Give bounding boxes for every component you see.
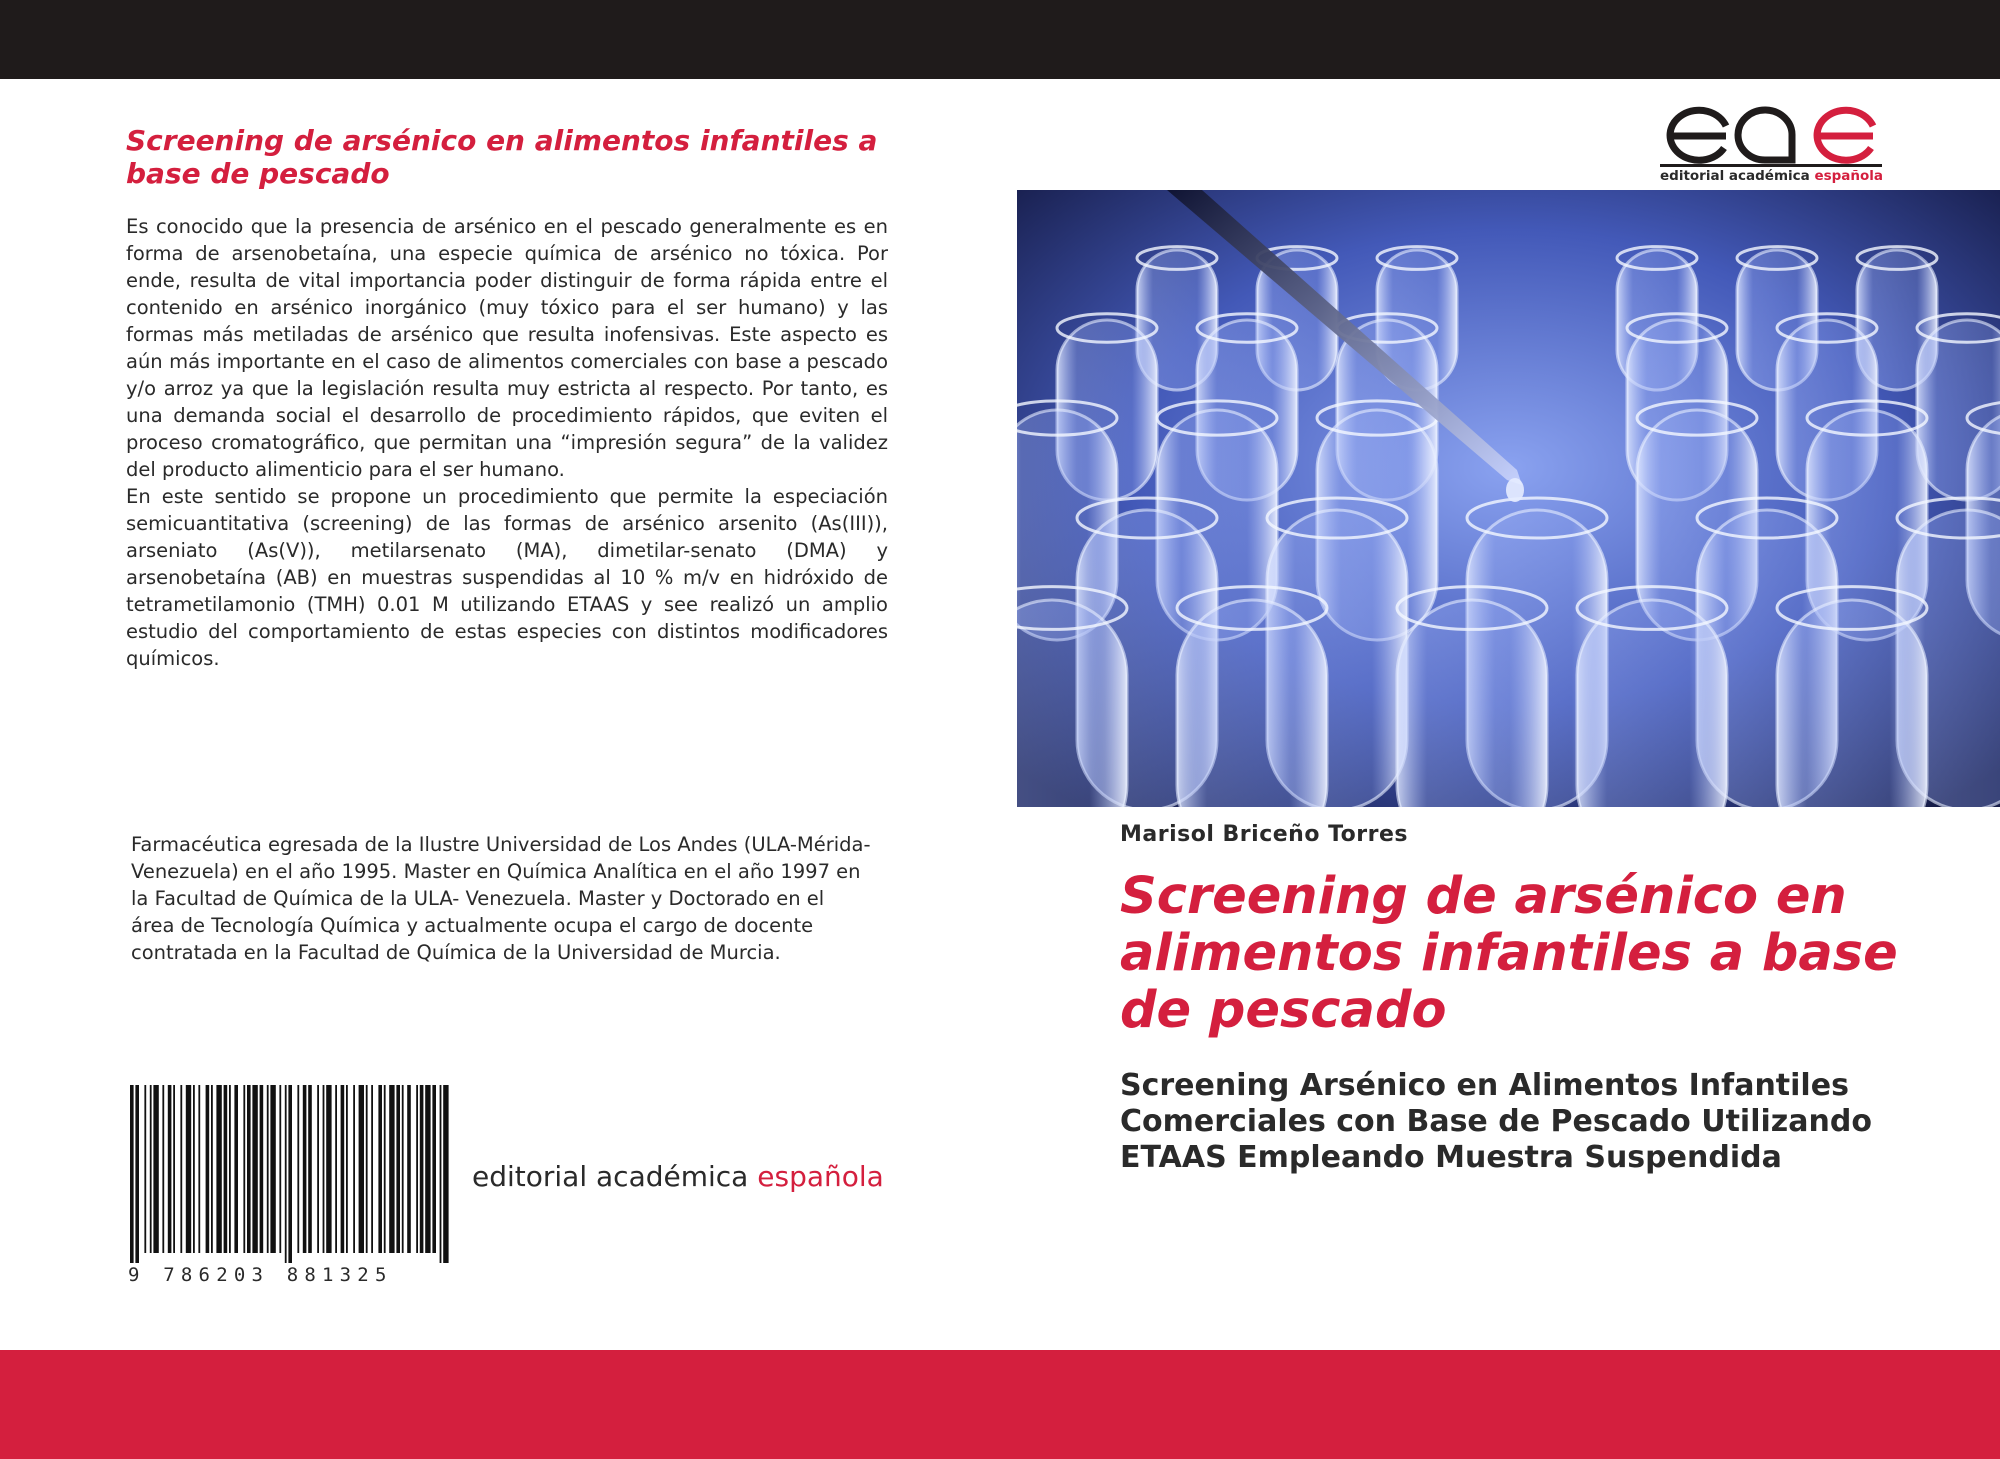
barcode-bar — [303, 1085, 307, 1253]
barcode-bar — [173, 1085, 175, 1253]
barcode-bar — [260, 1085, 264, 1253]
back-cover-title: Screening de arsénico en alimentos infantiles a base de pescado — [126, 124, 878, 190]
barcode-bar — [206, 1085, 210, 1253]
barcode-bar — [407, 1085, 411, 1253]
barcode-bar — [135, 1085, 139, 1263]
cover-photo-test-tubes — [1017, 190, 2000, 807]
barcode-bar — [402, 1085, 404, 1253]
barcode-bar — [193, 1085, 195, 1253]
barcode-bar — [389, 1085, 394, 1253]
barcode-bar — [267, 1085, 269, 1253]
barcode — [126, 1085, 456, 1285]
barcode-bar — [425, 1085, 430, 1253]
test-tube-icon — [1177, 600, 1327, 807]
barcode-bar — [443, 1085, 448, 1263]
barcode-bar — [371, 1085, 373, 1253]
logo-wordmark — [1660, 168, 1882, 184]
barcode-bar — [317, 1085, 319, 1253]
barcode-bar — [420, 1085, 424, 1253]
back-publisher-name — [472, 1160, 884, 1193]
logo-wordmark-accent: española — [1814, 168, 1884, 184]
front-cover-subtitle: Screening Arsénico en Alimentos Infantiles Comerciales con Base de Pescado Utilizando ETAAS Empleando Muestra Suspendida — [1120, 1068, 1872, 1175]
barcode-bars — [130, 1085, 449, 1263]
barcode-bar — [353, 1085, 355, 1253]
barcode-bar — [341, 1085, 345, 1253]
barcode-bar — [270, 1085, 275, 1253]
barcode-bar — [378, 1085, 382, 1253]
logo-wordmark-text: editorial académica — [1660, 168, 1810, 184]
test-tube-icon — [1397, 600, 1547, 807]
barcode-bar — [279, 1085, 281, 1253]
barcode-bar — [234, 1085, 238, 1253]
barcode-bar — [144, 1085, 146, 1253]
barcode-bar — [153, 1085, 158, 1253]
barcode-bar — [326, 1085, 331, 1253]
droplet-icon — [1506, 478, 1524, 502]
description-paragraph: En este sentido se propone un procedimiento que permite la especiación semicuantitativa (screening) de las formas de arsénico arsenito (As(III)), arseniato (As(V)), metilarsenato (MA), dimetilar-senato (DMA) y arsenobetaína (AB) en muestras suspendidas al 10 % m/v en hidróxido de tetrametilamonio (TMH) 0.01 M utilizando ETAAS y see realizó un amplio estudio del comportamiento de estas especies con distintos modificadores químicos. — [126, 485, 888, 670]
front-cover-title: Screening de arsénico en alimentos infantiles a base de pescado — [1120, 867, 1898, 1040]
author-bio: Farmacéutica egresada de la Ilustre Universidad de Los Andes (ULA-Mérida-Venezuela) en el año 1995. Master en Química Analítica en el año 1997 en la Facultad de Química de la ULA- Venezuela. Master y Doctorado en el área de Tecnología Química y actualmente ocupa el cargo de docente contratada en la Facultad de Química de la Universidad de Murcia. — [131, 833, 871, 964]
barcode-bar — [252, 1085, 257, 1253]
barcode-bar — [150, 1085, 152, 1253]
barcode-bar — [285, 1085, 287, 1263]
barcode-bar — [216, 1085, 221, 1253]
barcode-bar — [323, 1085, 325, 1253]
barcode-bar — [247, 1085, 251, 1253]
test-tube-icon — [1017, 600, 1127, 807]
barcode-bar — [180, 1085, 182, 1253]
barcode-bar — [186, 1085, 191, 1253]
barcode-bar — [297, 1085, 299, 1253]
barcode-bar — [366, 1085, 368, 1253]
barcode-bar — [396, 1085, 400, 1253]
barcode-bar — [198, 1085, 200, 1253]
barcode-bar — [243, 1085, 245, 1253]
publisher-name-accent: española — [757, 1160, 884, 1193]
author-name: Marisol Briceño Torres — [1120, 822, 1409, 847]
top-bar — [0, 0, 2000, 79]
barcode-bar — [384, 1085, 386, 1253]
description-paragraph: Es conocido que la presencia de arsénico en el pescado generalmente es en forma de arsenobetaína, una especie química de arsénico no tóxica. Por ende, resulta de vital importancia poder distinguir de forma rápida entre el contenido en arsénico inorgánico (muy tóxico para el ser humano) y las formas más metiladas de arsénico que resulta inofensivas. Este aspecto es aún más importante en el caso de alimentos comerciales con base a pescado y/o arroz ya que la legislación resulta muy estricta al respecto. Por tanto, es una demanda social el desarrollo de procedimiento rápidos, que eviten el proceso cromatográfico, que permitan una “impresión segura” de la validez del producto alimenticio para el ser humano. — [126, 215, 888, 481]
barcode-bar — [432, 1085, 436, 1253]
barcode-bar — [162, 1085, 164, 1253]
test-tube-icon — [1577, 600, 1727, 807]
barcode-bar — [416, 1085, 418, 1253]
barcode-digits: 9 786203 881325 — [128, 1264, 393, 1285]
barcode-bar — [211, 1085, 213, 1253]
barcode-bar — [359, 1085, 364, 1253]
barcode-bar — [308, 1085, 312, 1253]
barcode-bar — [224, 1085, 228, 1253]
publisher-name: editorial académica — [472, 1160, 749, 1193]
barcode-bar — [440, 1085, 442, 1263]
barcode-bar — [335, 1085, 337, 1253]
barcode-bar — [346, 1085, 348, 1253]
test-tube-icon — [1777, 600, 1927, 807]
back-cover-description — [126, 213, 888, 672]
bottom-bar — [0, 1350, 2000, 1459]
barcode-bar — [288, 1085, 292, 1263]
barcode-bar — [168, 1085, 172, 1253]
barcode-bar — [130, 1085, 134, 1263]
barcode-bar — [229, 1085, 231, 1253]
